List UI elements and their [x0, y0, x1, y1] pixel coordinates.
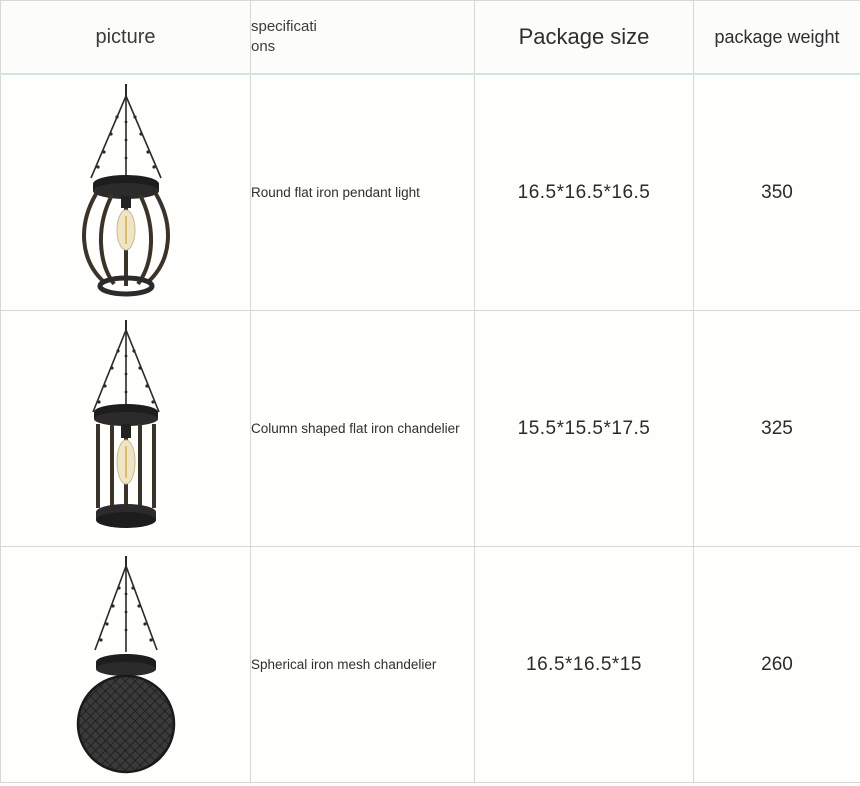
spherical-iron-mesh-chandelier-image: [36, 550, 216, 775]
table-row: [1, 311, 860, 547]
product-image-cell: [1, 74, 251, 311]
column-header-package-weight: package weight: [694, 1, 860, 75]
column-header-picture: picture: [1, 1, 251, 75]
product-image-cell: [1, 547, 251, 783]
mesh-sphere-lamp-icon: [51, 646, 201, 786]
package-weight-value: 260: [694, 547, 860, 783]
package-size-value: 16.5*16.5*15: [475, 547, 694, 783]
table-row: [1, 547, 860, 783]
table-header-row: [1, 1, 860, 75]
specification-value: Round flat iron pendant light: [251, 74, 475, 311]
specification-value: Spherical iron mesh chandelier: [251, 547, 475, 783]
column-header-specifications-line2: ons: [251, 37, 474, 57]
column-shaped-flat-iron-chandelier-image: [36, 314, 216, 539]
column-header-package-size: Package size: [475, 1, 694, 75]
round-cage-lamp-icon: [56, 170, 196, 300]
column-header-specifications-line1: specificati: [251, 17, 474, 37]
package-size-value: 16.5*16.5*16.5: [475, 74, 694, 311]
package-size-value: 15.5*15.5*17.5: [475, 311, 694, 547]
package-weight-value: 325: [694, 311, 860, 547]
column-header-specifications: [251, 1, 475, 75]
column-cage-lamp-icon: [56, 400, 196, 540]
specification-value: Column shaped flat iron chandelier: [251, 311, 475, 547]
table-row: [1, 74, 860, 311]
product-image-cell: [1, 311, 251, 547]
round-flat-iron-pendant-light-image: [36, 78, 216, 303]
package-weight-value: 350: [694, 74, 860, 311]
